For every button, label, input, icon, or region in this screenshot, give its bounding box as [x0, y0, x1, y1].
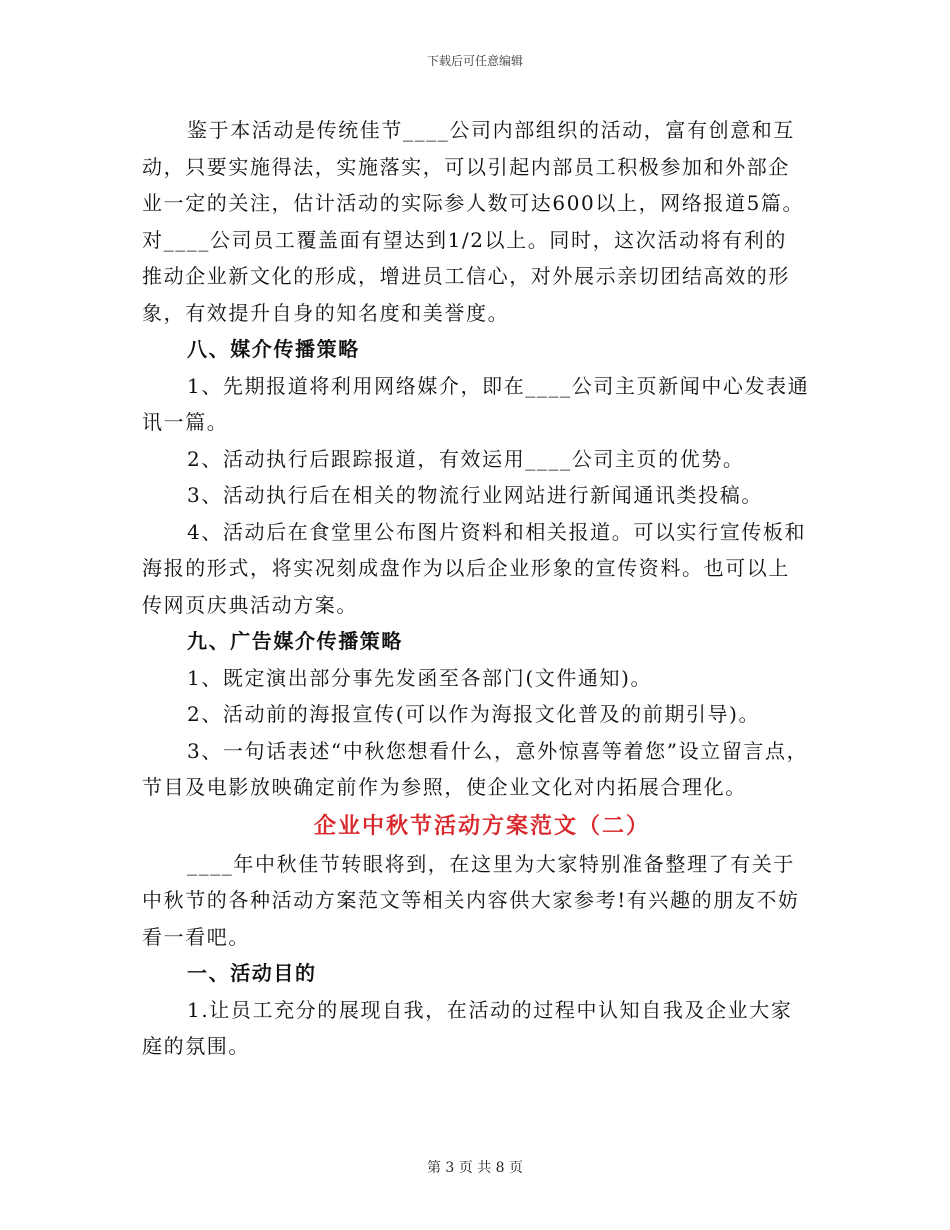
list-item: 1、先期报道将利用网络媒介，即在____公司主页新闻中心发表通	[187, 373, 810, 398]
paragraph-line: 对____公司员工覆盖面有望达到1/2以上。同时，这次活动将有利的	[142, 227, 787, 252]
list-item: 3、活动执行后在相关的物流行业网站进行新闻通讯类投稿。	[187, 483, 763, 507]
list-item: 4、活动后在食堂里公布图片资料和相关报道。可以实行宣传板和	[187, 519, 807, 544]
paragraph-line: 象，有效提升自身的知名度和美誉度。	[142, 300, 510, 325]
list-item-continuation: 海报的形式，将实况刻成盘作为以后企业形象的宣传资料。也可以上	[142, 556, 790, 580]
page-header: 下载后可任意编辑	[426, 54, 523, 68]
document-body	[142, 112, 822, 1065]
section-heading: 九、广告媒介传播策略	[187, 629, 403, 653]
list-item-continuation: 庭的氛围。	[142, 1034, 250, 1058]
paragraph-line: 推动企业新文化的形成，增进员工信心，对外展示亲切团结高效的形	[142, 264, 790, 288]
paragraph-line: 看一看吧。	[142, 924, 250, 949]
list-item-continuation: 节目及电影放映确定前作为参照，使企业文化对内拓展合理化。	[142, 775, 747, 799]
paragraph-line: ____年中秋佳节转眼将到，在这里为大家特别准备整理了有关于	[187, 851, 795, 876]
list-item: 2、活动前的海报宣传(可以作为海报文化普及的前期引导)。	[187, 702, 761, 726]
page-footer: 第 3 页 共 8 页	[426, 1160, 524, 1176]
list-item: 1.让员工充分的展现自我，在活动的过程中认知自我及企业大家	[187, 997, 793, 1022]
paragraph-line: 动，只要实施得法，实施落实，可以引起内部员工积极参加和外部企	[142, 154, 790, 179]
paragraph-line: 业一定的关注，估计活动的实际参人数可达600以上，网络报道5篇。	[142, 191, 805, 215]
list-item: 2、活动执行后跟踪报道，有效运用____公司主页的优势。	[187, 446, 745, 471]
list-item-continuation: 讯一篇。	[142, 410, 229, 434]
list-item: 3、一句话表述“中秋您想看什么，意外惊喜等着您”设立留言点，	[187, 738, 809, 763]
document-title: 企业中秋节活动方案范文（二）	[313, 812, 650, 839]
section-heading: 一、活动目的	[187, 961, 317, 985]
section-heading: 八、媒介传播策略	[187, 337, 360, 361]
paragraph-line: 中秋节的各种活动方案范文等相关内容供大家参考!有兴趣的朋友不妨	[142, 888, 800, 912]
list-item-continuation: 传网页庆典活动方案。	[142, 592, 358, 617]
list-item: 1、既定演出部分事先发函至各部门(文件通知)。	[187, 665, 653, 690]
paragraph-line: 鉴于本活动是传统佳节____公司内部组织的活动，富有创意和互	[187, 118, 795, 142]
